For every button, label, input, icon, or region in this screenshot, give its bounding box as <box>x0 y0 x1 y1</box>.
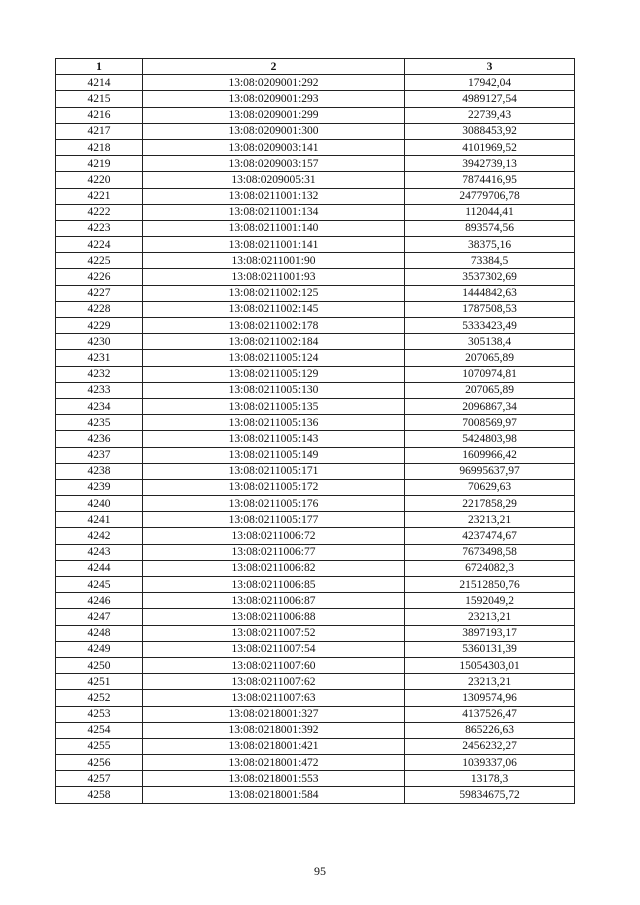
row-number-cell: 4251 <box>56 674 143 690</box>
table-row <box>56 334 575 350</box>
table-row <box>56 463 575 479</box>
value-cell: 4237474,67 <box>405 528 575 544</box>
value-cell: 1444842,63 <box>405 285 575 301</box>
table-row <box>56 204 575 220</box>
value-cell: 59834675,72 <box>405 787 575 803</box>
table-row <box>56 496 575 512</box>
cadastral-number-cell: 13:08:0218001:472 <box>143 755 405 771</box>
column-header-2: 2 <box>143 59 405 75</box>
cadastral-number-cell: 13:08:0209005:31 <box>143 172 405 188</box>
value-cell: 207065,89 <box>405 382 575 398</box>
value-cell: 7008569,97 <box>405 415 575 431</box>
row-number-cell: 4242 <box>56 528 143 544</box>
value-cell: 70629,63 <box>405 479 575 495</box>
cadastral-number-cell: 13:08:0211005:176 <box>143 496 405 512</box>
row-number-cell: 4250 <box>56 657 143 673</box>
row-number-cell: 4253 <box>56 706 143 722</box>
table-row <box>56 447 575 463</box>
table-row <box>56 641 575 657</box>
value-cell: 23213,21 <box>405 609 575 625</box>
cadastral-number-cell: 13:08:0211007:54 <box>143 641 405 657</box>
data-table <box>55 58 575 804</box>
value-cell: 7874416,95 <box>405 172 575 188</box>
table-row <box>56 318 575 334</box>
row-number-cell: 4234 <box>56 398 143 414</box>
table-row <box>56 172 575 188</box>
table-row <box>56 479 575 495</box>
value-cell: 4101969,52 <box>405 139 575 155</box>
row-number-cell: 4249 <box>56 641 143 657</box>
value-cell: 24779706,78 <box>405 188 575 204</box>
cadastral-number-cell: 13:08:0218001:584 <box>143 787 405 803</box>
table-row <box>56 139 575 155</box>
cadastral-number-cell: 13:08:0211002:145 <box>143 301 405 317</box>
table-row <box>56 301 575 317</box>
table-row <box>56 269 575 285</box>
table-row <box>56 544 575 560</box>
value-cell: 1787508,53 <box>405 301 575 317</box>
table-row <box>56 382 575 398</box>
table-row <box>56 220 575 236</box>
column-header-3: 3 <box>405 59 575 75</box>
row-number-cell: 4237 <box>56 447 143 463</box>
value-cell: 3942739,13 <box>405 156 575 172</box>
table-body <box>56 75 575 803</box>
row-number-cell: 4241 <box>56 512 143 528</box>
cadastral-number-cell: 13:08:0211005:124 <box>143 350 405 366</box>
row-number-cell: 4219 <box>56 156 143 172</box>
table-row <box>56 609 575 625</box>
column-header-1: 1 <box>56 59 143 75</box>
row-number-cell: 4216 <box>56 107 143 123</box>
table-row <box>56 657 575 673</box>
value-cell: 3537302,69 <box>405 269 575 285</box>
table-row <box>56 366 575 382</box>
value-cell: 23213,21 <box>405 512 575 528</box>
row-number-cell: 4257 <box>56 771 143 787</box>
cadastral-number-cell: 13:08:0211001:90 <box>143 253 405 269</box>
table-row <box>56 771 575 787</box>
table-row <box>56 91 575 107</box>
value-cell: 5333423,49 <box>405 318 575 334</box>
cadastral-number-cell: 13:08:0211001:134 <box>143 204 405 220</box>
row-number-cell: 4222 <box>56 204 143 220</box>
table-row <box>56 398 575 414</box>
row-number-cell: 4258 <box>56 787 143 803</box>
row-number-cell: 4228 <box>56 301 143 317</box>
data-table-container <box>55 58 574 804</box>
value-cell: 5424803,98 <box>405 431 575 447</box>
row-number-cell: 4215 <box>56 91 143 107</box>
row-number-cell: 4248 <box>56 625 143 641</box>
row-number-cell: 4247 <box>56 609 143 625</box>
row-number-cell: 4240 <box>56 496 143 512</box>
cadastral-number-cell: 13:08:0211001:141 <box>143 237 405 253</box>
row-number-cell: 4233 <box>56 382 143 398</box>
value-cell: 22739,43 <box>405 107 575 123</box>
row-number-cell: 4256 <box>56 755 143 771</box>
row-number-cell: 4245 <box>56 577 143 593</box>
cadastral-number-cell: 13:08:0209001:300 <box>143 123 405 139</box>
value-cell: 893574,56 <box>405 220 575 236</box>
row-number-cell: 4225 <box>56 253 143 269</box>
value-cell: 865226,63 <box>405 722 575 738</box>
cadastral-number-cell: 13:08:0211001:140 <box>143 220 405 236</box>
row-number-cell: 4231 <box>56 350 143 366</box>
cadastral-number-cell: 13:08:0211002:125 <box>143 285 405 301</box>
value-cell: 23213,21 <box>405 674 575 690</box>
row-number-cell: 4226 <box>56 269 143 285</box>
value-cell: 305138,4 <box>405 334 575 350</box>
cadastral-number-cell: 13:08:0211002:184 <box>143 334 405 350</box>
cadastral-number-cell: 13:08:0218001:553 <box>143 771 405 787</box>
row-number-cell: 4254 <box>56 722 143 738</box>
table-row <box>56 625 575 641</box>
row-number-cell: 4235 <box>56 415 143 431</box>
row-number-cell: 4255 <box>56 738 143 754</box>
table-row <box>56 415 575 431</box>
cadastral-number-cell: 13:08:0211006:88 <box>143 609 405 625</box>
table-row <box>56 787 575 803</box>
table-row <box>56 560 575 576</box>
table-row <box>56 722 575 738</box>
cadastral-number-cell: 13:08:0211002:178 <box>143 318 405 334</box>
value-cell: 7673498,58 <box>405 544 575 560</box>
value-cell: 4989127,54 <box>405 91 575 107</box>
row-number-cell: 4246 <box>56 593 143 609</box>
page-number: 95 <box>314 864 326 878</box>
table-row <box>56 577 575 593</box>
cadastral-number-cell: 13:08:0211005:130 <box>143 382 405 398</box>
cadastral-number-cell: 13:08:0211007:63 <box>143 690 405 706</box>
value-cell: 5360131,39 <box>405 641 575 657</box>
cadastral-number-cell: 13:08:0218001:392 <box>143 722 405 738</box>
row-number-cell: 4221 <box>56 188 143 204</box>
value-cell: 21512850,76 <box>405 577 575 593</box>
value-cell: 3088453,92 <box>405 123 575 139</box>
table-row <box>56 285 575 301</box>
row-number-cell: 4243 <box>56 544 143 560</box>
table-row <box>56 188 575 204</box>
table-row <box>56 738 575 754</box>
cadastral-number-cell: 13:08:0211006:82 <box>143 560 405 576</box>
table-row <box>56 431 575 447</box>
table-row <box>56 237 575 253</box>
cadastral-number-cell: 13:08:0211006:85 <box>143 577 405 593</box>
row-number-cell: 4227 <box>56 285 143 301</box>
cadastral-number-cell: 13:08:0211001:93 <box>143 269 405 285</box>
cadastral-number-cell: 13:08:0209001:299 <box>143 107 405 123</box>
value-cell: 96995637,97 <box>405 463 575 479</box>
row-number-cell: 4214 <box>56 75 143 91</box>
table-row <box>56 690 575 706</box>
table-row <box>56 674 575 690</box>
row-number-cell: 4220 <box>56 172 143 188</box>
cadastral-number-cell: 13:08:0211006:77 <box>143 544 405 560</box>
cadastral-number-cell: 13:08:0211001:132 <box>143 188 405 204</box>
value-cell: 15054303,01 <box>405 657 575 673</box>
table-row <box>56 706 575 722</box>
row-number-cell: 4239 <box>56 479 143 495</box>
cadastral-number-cell: 13:08:0211006:87 <box>143 593 405 609</box>
cadastral-number-cell: 13:08:0211007:60 <box>143 657 405 673</box>
cadastral-number-cell: 13:08:0211007:52 <box>143 625 405 641</box>
table-row <box>56 253 575 269</box>
row-number-cell: 4229 <box>56 318 143 334</box>
table-row <box>56 107 575 123</box>
value-cell: 2456232,27 <box>405 738 575 754</box>
row-number-cell: 4224 <box>56 237 143 253</box>
table-row <box>56 593 575 609</box>
table-header-row <box>56 59 575 75</box>
value-cell: 6724082,3 <box>405 560 575 576</box>
cadastral-number-cell: 13:08:0211005:136 <box>143 415 405 431</box>
row-number-cell: 4223 <box>56 220 143 236</box>
value-cell: 1309574,96 <box>405 690 575 706</box>
cadastral-number-cell: 13:08:0211005:177 <box>143 512 405 528</box>
cadastral-number-cell: 13:08:0211005:171 <box>143 463 405 479</box>
row-number-cell: 4218 <box>56 139 143 155</box>
cadastral-number-cell: 13:08:0211005:129 <box>143 366 405 382</box>
table-row <box>56 512 575 528</box>
row-number-cell: 4230 <box>56 334 143 350</box>
value-cell: 2096867,34 <box>405 398 575 414</box>
cadastral-number-cell: 13:08:0211007:62 <box>143 674 405 690</box>
row-number-cell: 4244 <box>56 560 143 576</box>
row-number-cell: 4238 <box>56 463 143 479</box>
row-number-cell: 4236 <box>56 431 143 447</box>
cadastral-number-cell: 13:08:0209003:157 <box>143 156 405 172</box>
value-cell: 17942,04 <box>405 75 575 91</box>
value-cell: 38375,16 <box>405 237 575 253</box>
row-number-cell: 4232 <box>56 366 143 382</box>
value-cell: 2217858,29 <box>405 496 575 512</box>
table-row <box>56 123 575 139</box>
value-cell: 1609966,42 <box>405 447 575 463</box>
cadastral-number-cell: 13:08:0211005:135 <box>143 398 405 414</box>
cadastral-number-cell: 13:08:0209001:292 <box>143 75 405 91</box>
value-cell: 1070974,81 <box>405 366 575 382</box>
value-cell: 207065,89 <box>405 350 575 366</box>
cadastral-number-cell: 13:08:0218001:327 <box>143 706 405 722</box>
table-row <box>56 350 575 366</box>
value-cell: 13178,3 <box>405 771 575 787</box>
cadastral-number-cell: 13:08:0211006:72 <box>143 528 405 544</box>
value-cell: 1592049,2 <box>405 593 575 609</box>
value-cell: 1039337,06 <box>405 755 575 771</box>
row-number-cell: 4217 <box>56 123 143 139</box>
row-number-cell: 4252 <box>56 690 143 706</box>
value-cell: 112044,41 <box>405 204 575 220</box>
value-cell: 3897193,17 <box>405 625 575 641</box>
table-row <box>56 755 575 771</box>
cadastral-number-cell: 13:08:0211005:172 <box>143 479 405 495</box>
value-cell: 73384,5 <box>405 253 575 269</box>
table-row <box>56 156 575 172</box>
cadastral-number-cell: 13:08:0211005:143 <box>143 431 405 447</box>
table-row <box>56 528 575 544</box>
cadastral-number-cell: 13:08:0209003:141 <box>143 139 405 155</box>
cadastral-number-cell: 13:08:0211005:149 <box>143 447 405 463</box>
table-row <box>56 75 575 91</box>
cadastral-number-cell: 13:08:0209001:293 <box>143 91 405 107</box>
value-cell: 4137526,47 <box>405 706 575 722</box>
cadastral-number-cell: 13:08:0218001:421 <box>143 738 405 754</box>
